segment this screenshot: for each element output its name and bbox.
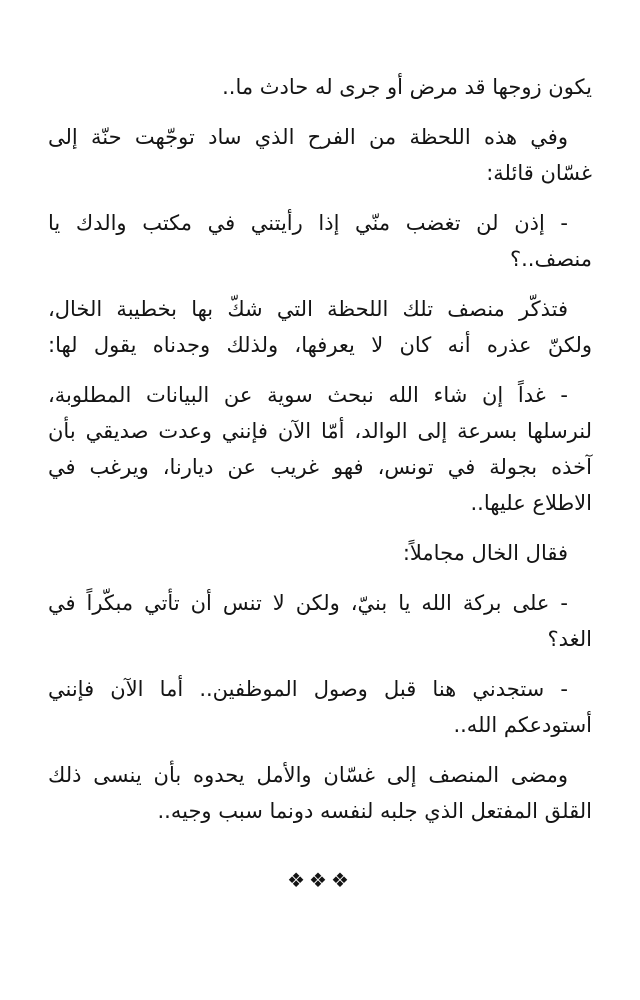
text-line: الغد؟: [547, 627, 592, 651]
text-line: - غداً إن شاء الله نبحث سوية عن البيانات المطلوبة،: [48, 383, 568, 407]
text-line: يكون زوجها قد مرض أو جرى له حادث ما..: [222, 75, 592, 99]
text-line: وفي هذه اللحظة من الفرح الذي ساد توجّهت حنّة إلى: [48, 125, 568, 149]
text-line: فقال الخال مجاملاً:: [402, 541, 568, 565]
text-line: أستودعكم الله..: [453, 713, 592, 737]
section-divider-ornament: ❖❖❖: [287, 868, 353, 892]
text-line: - على بركة الله يا بنيّ، ولكن لا تنس أن تأتي مبكّراً في: [48, 591, 568, 615]
text-line: آخذه بجولة في تونس، فهو غريب عن ديارنا، ويرغب في: [48, 455, 592, 479]
text-line: ولكنّ عذره أنه كان لا يعرفها، ولذلك وجدناه يقول لها:: [48, 333, 592, 357]
text-line: القلق المفتعل الذي جلبه لنفسه دونما سبب وجيه..: [157, 799, 592, 823]
text-line: منصف..؟: [509, 247, 592, 271]
text-line: - إذن لن تغضب منّي إذا رأيتني في مكتب والدك يا: [48, 211, 568, 235]
text-line: فتذكّر منصف تلك اللحظة التي شكّ بها بخطيبة الخال،: [48, 297, 568, 321]
text-line: - ستجدني هنا قبل وصول الموظفين.. أما الآن فإنني: [48, 677, 568, 701]
text-line: لنرسلها بسرعة إلى الوالد، أمّا الآن فإنني وعدت صديقي بأن: [48, 419, 592, 443]
text-line: غسّان قائلة:: [486, 161, 592, 185]
text-line: الاطلاع عليها..: [470, 491, 592, 515]
text-line: ومضى المنصف إلى غسّان والأمل يحدوه بأن ينسى ذلك: [48, 763, 568, 787]
